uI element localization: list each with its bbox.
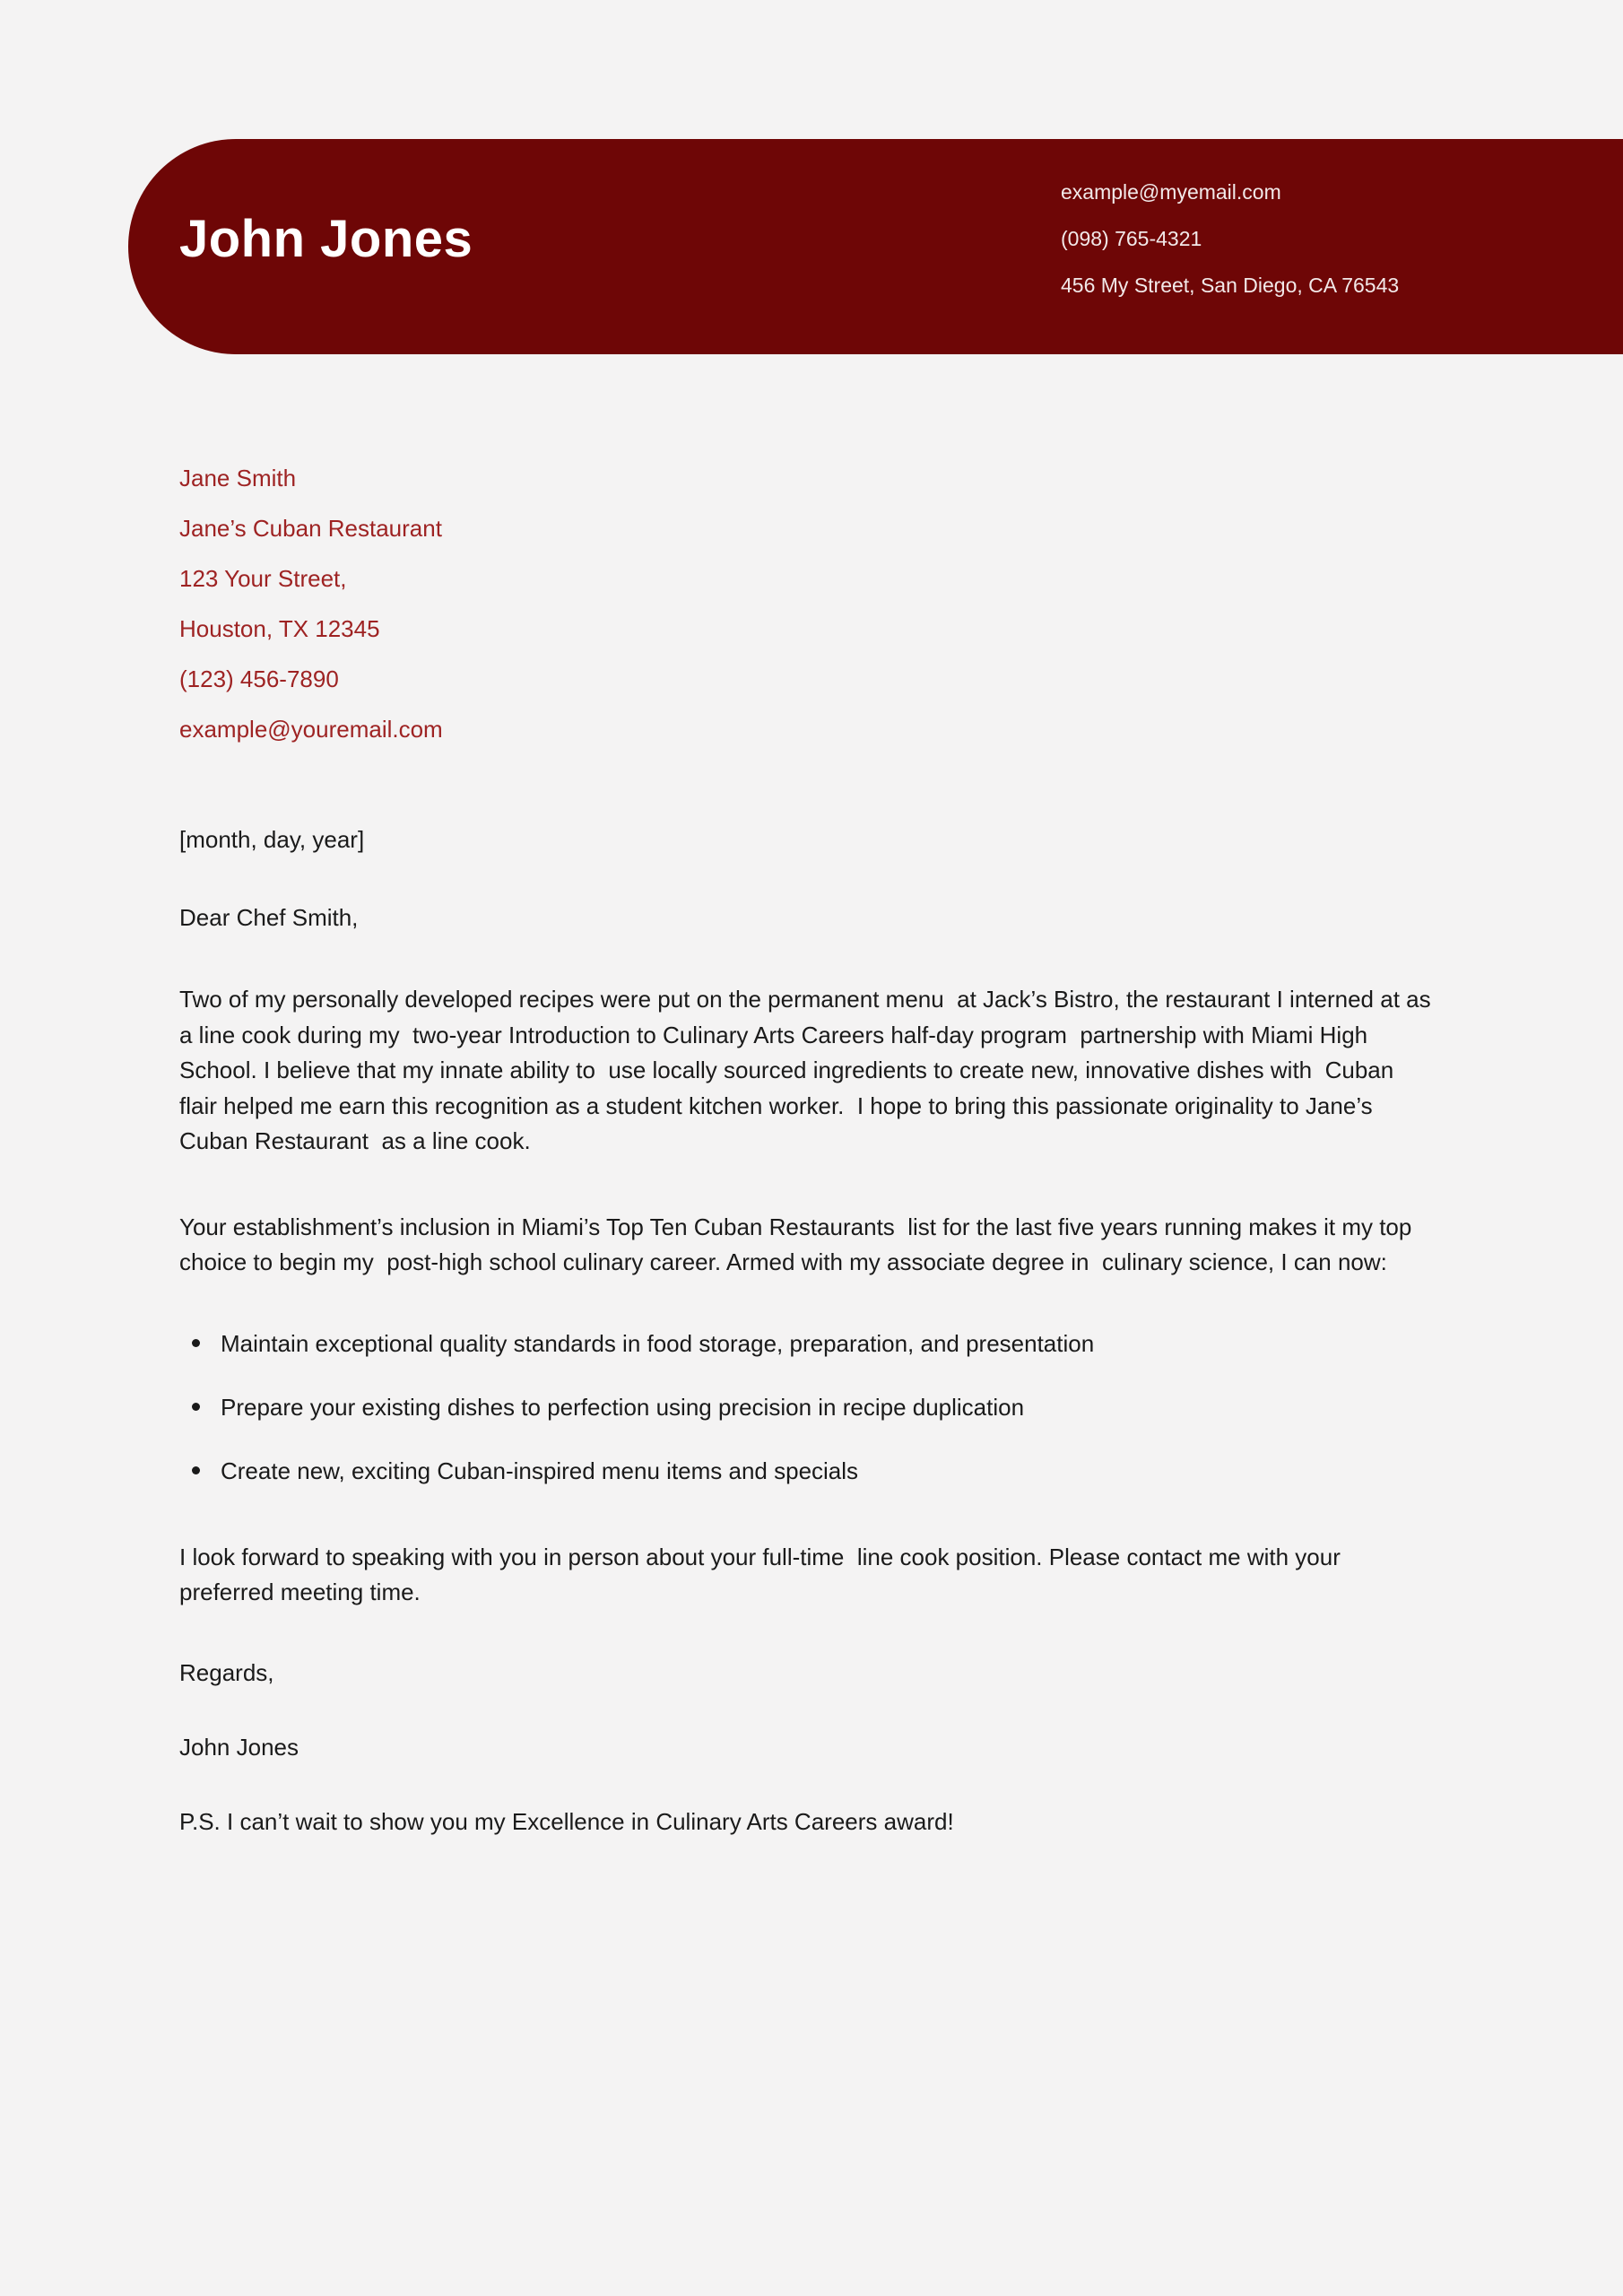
list-item (179, 1455, 1435, 1487)
list-item (179, 1391, 1435, 1423)
page-title: John Jones (179, 210, 473, 268)
sender-address: 456 My Street, San Diego, CA 76543 (1061, 274, 1400, 297)
recipient-city-state-zip: Houston, TX 12345 (179, 615, 380, 642)
bullet-dot-icon (192, 1466, 200, 1474)
recipient-phone: (123) 456-7890 (179, 665, 339, 692)
header-banner (128, 139, 1623, 354)
recipient-street: 123 Your Street, (179, 565, 347, 592)
recipient-address-block (179, 466, 1435, 741)
sender-email: example@myemail.com (1061, 180, 1281, 204)
list-item-label: Maintain exceptional quality standards in food storage, preparation, and presentation (221, 1329, 1095, 1357)
letter-paragraph-3: I look forward to speaking with you in person about your full-time line cook position. Please contact me with your preferred meeting time. (179, 1543, 1348, 1606)
list-item-label: Create new, exciting Cuban-inspired menu items and specials (221, 1457, 859, 1485)
letter-paragraph-2: Your establishment’s inclusion in Miami’s Top Ten Cuban Restaurants list for the last five years running makes it my top choice to begin my post-high school culinary career. Armed with my associate degree in culinary science, I can now: (179, 1213, 1419, 1276)
letter-content (179, 466, 1435, 1836)
bullet-dot-icon (192, 1339, 200, 1347)
list-item (179, 1327, 1435, 1360)
sender-phone: (098) 765-4321 (1061, 227, 1202, 250)
qualifications-list (179, 1327, 1435, 1488)
letter-signoff: Regards, (179, 1658, 274, 1686)
letter-date: [month, day, year] (179, 826, 365, 853)
bullet-dot-icon (192, 1403, 200, 1411)
letter-postscript: P.S. I can’t wait to show you my Excellence in Culinary Arts Careers award! (179, 1807, 954, 1835)
letter-paragraph-1: Two of my personally developed recipes were put on the permanent menu at Jack’s Bistro, the restaurant I interned at as a line cook during my two-year Introduction to Culinary Arts Careers half-day program partnership with Miami High School. I believe that my innate ability to use locally sourced ingredients to create new, innovative dishes with Cuban flair helped me earn this recognition as a student kitchen worker. I hope to bring this passionate originality to Jane’s Cuban Restaurant as a line cook. (179, 986, 1437, 1155)
sender-contact-block (1061, 182, 1563, 296)
recipient-name: Jane Smith (179, 465, 297, 491)
list-item-label: Prepare your existing dishes to perfection using precision in recipe duplication (221, 1394, 1025, 1421)
recipient-company: Jane’s Cuban Restaurant (179, 515, 442, 542)
recipient-email: example@youremail.com (179, 716, 443, 743)
letter-signer: John Jones (179, 1733, 299, 1761)
letter-salutation: Dear Chef Smith, (179, 904, 359, 931)
